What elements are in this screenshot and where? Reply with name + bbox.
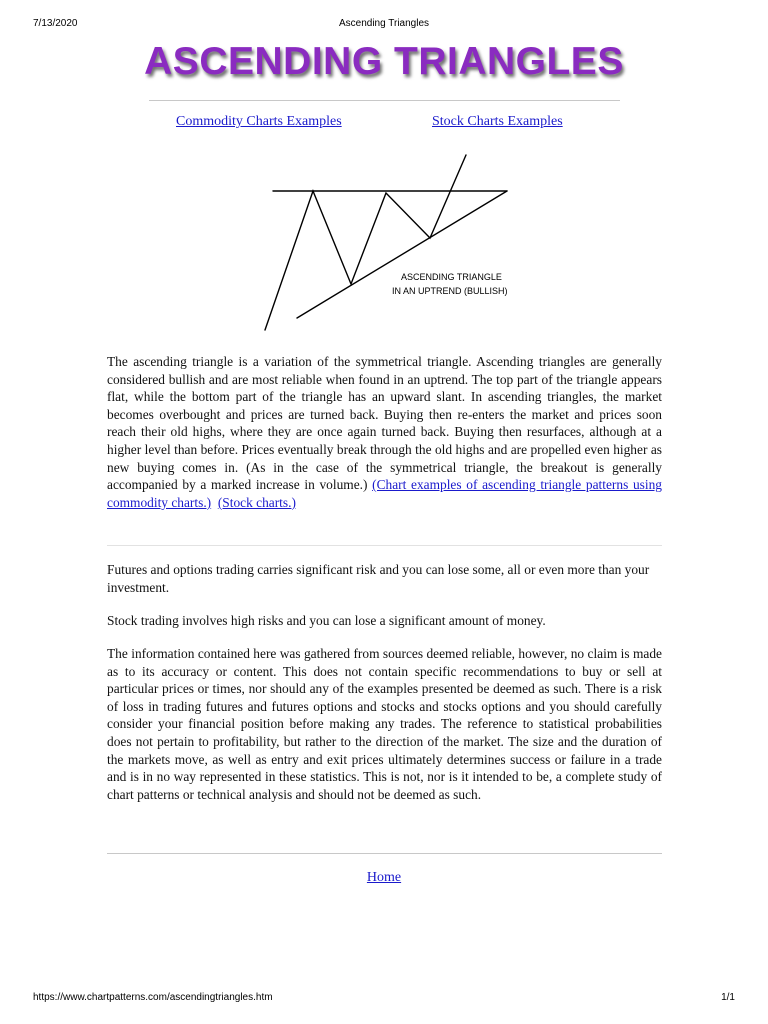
print-url: https://www.chartpatterns.com/ascendingtriangles.htm — [33, 992, 273, 1003]
ascending-triangle-diagram — [258, 150, 528, 336]
commodity-charts-link[interactable]: Commodity Charts Examples — [176, 114, 342, 129]
print-page-number: 1/1 — [721, 992, 735, 1003]
print-footer — [0, 992, 768, 1006]
page-banner-title: ASCENDING TRIANGLES — [144, 40, 624, 83]
commodity-examples-link[interactable]: (Chart examples of ascending triangle patterns using commodity charts.) — [107, 477, 662, 510]
print-date: 7/13/2020 — [33, 18, 78, 29]
bottom-divider — [107, 853, 662, 854]
description-text: The ascending triangle is a variation of the symmetrical triangle. Ascending triangles are generally considered bullish and are most reliable when found in an uptrend. The top part of the triangle appears flat, while the bottom part of the triangle has an upward slant. In ascending triangles, the market becomes overbought and prices are turned back. Buying then re-enters the market and prices soon reach their old highs, where they are once again turned back. Buying then resurfaces, although at a higher level than before. Prices eventually break through the old highs and are propelled even higher as new buying comes in. (As in the case of the symmetrical triangle, the breakout is generally accompanied by a marked increase in volume.) — [107, 354, 662, 493]
disclaimer-information-text: The information contained here was gathered from sources deemed reliable, however, no claim is made as to its accuracy or content. This does not contain specific recommendations to buy or sell at particular prices or times, nor should any of the examples presented be deemed as such. There is a risk of loss in trading futures and futures options and stocks and stocks options and you should carefully consider your financial position before making any trades. The reference to statistical probabilities does not pertain to profitability, but rather to the direction of the market. The size and the duration of the markets move, as well as entry and exit prices ultimately determines success or failure in a trade and is in no way represented in these statistics. This is not, nor is it intended to be, a complete study of chart patterns or technical analysis and should not be deemed as such. — [107, 646, 662, 802]
disclaimer-futures-text: Futures and options trading carries significant risk and you can lose some, all or even more than your investment. — [107, 562, 650, 595]
disclaimer-stock-text: Stock trading involves high risks and you can lose a significant amount of money. — [107, 613, 546, 628]
stock-charts-inline-link[interactable]: (Stock charts.) — [217, 494, 296, 510]
diagram-caption-line2: IN AN UPTREND (BULLISH) — [392, 286, 508, 296]
home-link-container — [0, 870, 768, 886]
stock-charts-link[interactable]: Stock Charts Examples — [432, 114, 563, 129]
disclaimer-stock — [107, 612, 662, 630]
pattern-description — [107, 353, 662, 511]
disclaimer-information — [107, 645, 662, 803]
triangle-lines — [265, 155, 507, 330]
disclaimer-futures — [107, 561, 662, 596]
print-header — [0, 18, 768, 32]
home-link[interactable]: Home — [366, 870, 402, 885]
price-path — [265, 155, 466, 330]
middle-divider — [107, 545, 662, 546]
print-title: Ascending Triangles — [338, 18, 430, 29]
top-divider — [149, 100, 620, 101]
diagram-caption-line1: ASCENDING TRIANGLE — [401, 272, 502, 282]
